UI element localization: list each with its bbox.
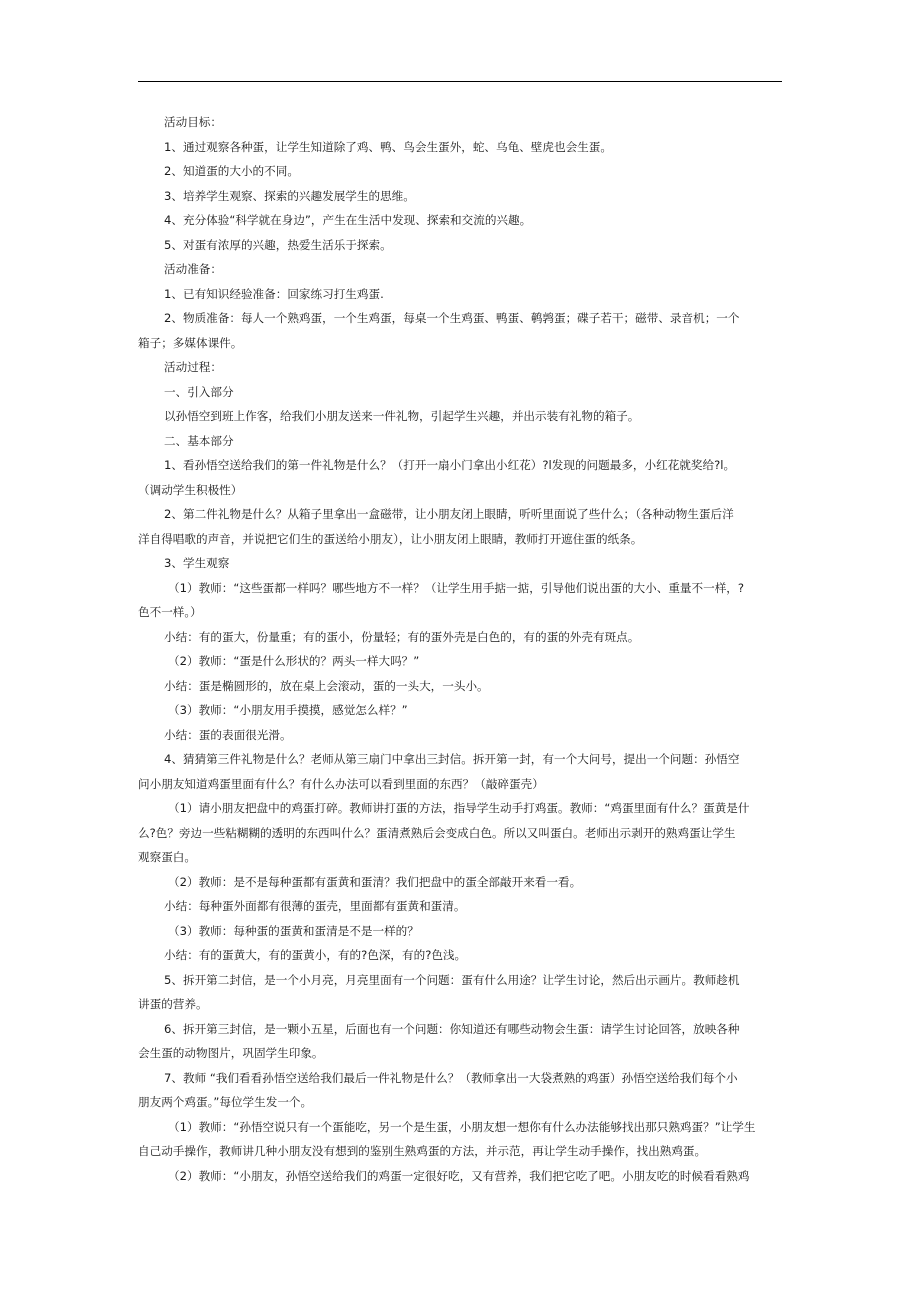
paragraph-continued: 么?色？旁边一些粘糊糊的透明的东西叫什么？蛋清煮熟后会变成白色。所以又叫蛋白。老师出示剥开的熟鸡蛋让学生 <box>138 825 736 840</box>
paragraph: 1、已有知识经验准备：回家练习打生鸡蛋. <box>164 286 384 301</box>
heading-preparation: 活动准备： <box>164 262 222 276</box>
paragraph: （3）教师：“小朋友用手摸摸，感觉怎么样？” <box>168 703 408 717</box>
document-body <box>138 110 782 1188</box>
section-heading: 一、引入部分 <box>164 384 234 399</box>
paragraph-continued: 色不一样。） <box>138 605 202 619</box>
paragraph-continued: 洋自得唱歌的声音，并说把它们生的蛋送给小朋友），让小朋友闭上眼睛，教师打开遮住蛋的纸条。 <box>138 531 643 546</box>
paragraph: 3、学生观察 <box>164 556 230 570</box>
paragraph-continued: 会生蛋的动物图片，巩固学生印象。 <box>138 1046 324 1060</box>
paragraph: 6、拆开第三封信，是一颗小五星，后面也有一个问题：你知道还有哪些动物会生蛋：请学生讨论回答，放映各种 <box>164 1021 740 1036</box>
paragraph: 5、对蛋有浓厚的兴趣，热爱生活乐于探索。 <box>164 237 392 252</box>
section-heading: 二、基本部分 <box>164 433 234 448</box>
paragraph: （2）教师：是不是每种蛋都有蛋黄和蛋清？我们把盘中的蛋全部敲开来看一看。 <box>168 874 582 889</box>
paragraph: 2、知道蛋的大小的不同。 <box>164 164 299 178</box>
paragraph: 小结：有的蛋黄大，有的蛋黄小，有的?色深，有的?色浅。 <box>164 948 467 962</box>
paragraph: 3、培养学生观察、探索的兴趣发展学生的思维。 <box>164 188 415 203</box>
paragraph: 小结：有的蛋大，份量重；有的蛋小，份量轻；有的蛋外壳是白色的，有的蛋的外壳有斑点。 <box>164 629 640 644</box>
paragraph: （3）教师：每种蛋的蛋黄和蛋清是不是一样的？ <box>168 923 419 938</box>
heading-goals: 活动目标： <box>164 115 222 129</box>
paragraph: 4、猜猜第三件礼物是什么？老师从第三扇门中拿出三封信。拆开第一封，有一个大问号，提出一个问题：孙悟空 <box>164 752 740 766</box>
paragraph-continued: （调动学生积极性） <box>138 482 243 497</box>
paragraph-continued: 讲蛋的营养。 <box>138 997 208 1011</box>
paragraph: 小结：蛋是椭圆形的，放在桌上会滚动，蛋的一头大，一头小。 <box>164 678 489 693</box>
paragraph: 以孙悟空到班上作客，给我们小朋友送来一件礼物，引起学生兴趣，并出示装有礼物的箱子。 <box>164 409 640 423</box>
paragraph: （2）教师：“小朋友，孙悟空送给我们的鸡蛋一定很好吃，又有营养，我们把它吃了吧。小朋友吃的时候看看熟鸡 <box>168 1168 750 1183</box>
paragraph: 小结：蛋的表面很光滑。 <box>164 727 292 742</box>
paragraph: 4、充分体验“科学就在身边”，产生在生活中发现、探索和交流的兴趣。 <box>164 213 532 227</box>
paragraph: 5、拆开第二封信，是一个小月亮，月亮里面有一个问题：蛋有什么用途？让学生讨论，然后出示画片。教师趁机 <box>164 972 740 987</box>
paragraph: 1、通过观察各种蛋，让学生知道除了鸡、鸭、鸟会生蛋外，蛇、乌龟、壁虎也会生蛋。 <box>164 139 612 154</box>
paragraph-continued: 朋友两个鸡蛋。”每位学生发一个。 <box>138 1095 313 1109</box>
paragraph-continued: 箱子；多媒体课件。 <box>138 335 243 350</box>
paragraph-continued: 问小朋友知道鸡蛋里面有什么？有什么办法可以看到里面的东西？（敲碎蛋壳） <box>138 776 544 791</box>
heading-process: 活动过程： <box>164 360 222 374</box>
paragraph: （1）教师：“这些蛋都一样吗？哪些地方不一样？（让学生用手掂一掂，引导他们说出蛋的大小、重量不一样，? <box>168 580 745 595</box>
paragraph: 2、第二件礼物是什么？从箱子里拿出一盒磁带，让小朋友闭上眼睛，听听里面说了些什么；（各种动物生蛋后洋 <box>164 507 734 521</box>
paragraph: 2、物质准备：每人一个熟鸡蛋，一个生鸡蛋，每桌一个生鸡蛋、鸭蛋、鹌鹑蛋；碟子若干；磁带、录音机；一个 <box>164 311 740 325</box>
paragraph-continued: 观察蛋白。 <box>138 850 196 864</box>
header-rule <box>138 81 782 82</box>
paragraph: 1、看孙悟空送给我们的第一件礼物是什么？（打开一扇小门拿出小红花）?l发现的问题最多，小红花就奖给?l。 <box>164 458 736 472</box>
paragraph: （2）教师：“蛋是什么形状的？两头一样大吗？” <box>168 654 420 668</box>
paragraph-continued: 自己动手操作，教师讲几种小朋友没有想到的鉴别生熟鸡蛋的方法，并示范，再让学生动手操作，找出熟鸡蛋。 <box>138 1144 707 1158</box>
paragraph: 7、教师 “我们看看孙悟空送给我们最后一件礼物是什么？（教师拿出一大袋煮熟的鸡蛋）孙悟空送给我们每个小 <box>164 1070 738 1085</box>
paragraph: 小结：每种蛋外面都有很薄的蛋壳，里面都有蛋黄和蛋清。 <box>164 899 466 913</box>
paragraph: （1）教师：“孙悟空说只有一个蛋能吃，另一个是生蛋，小朋友想一想你有什么办法能够找出那只熟鸡蛋？”让学生 <box>168 1119 756 1134</box>
paragraph: （1）请小朋友把盘中的鸡蛋打碎。教师讲打蛋的方法，指导学生动手打鸡蛋。教师：“鸡蛋里面有什么？蛋黄是什 <box>168 801 750 815</box>
